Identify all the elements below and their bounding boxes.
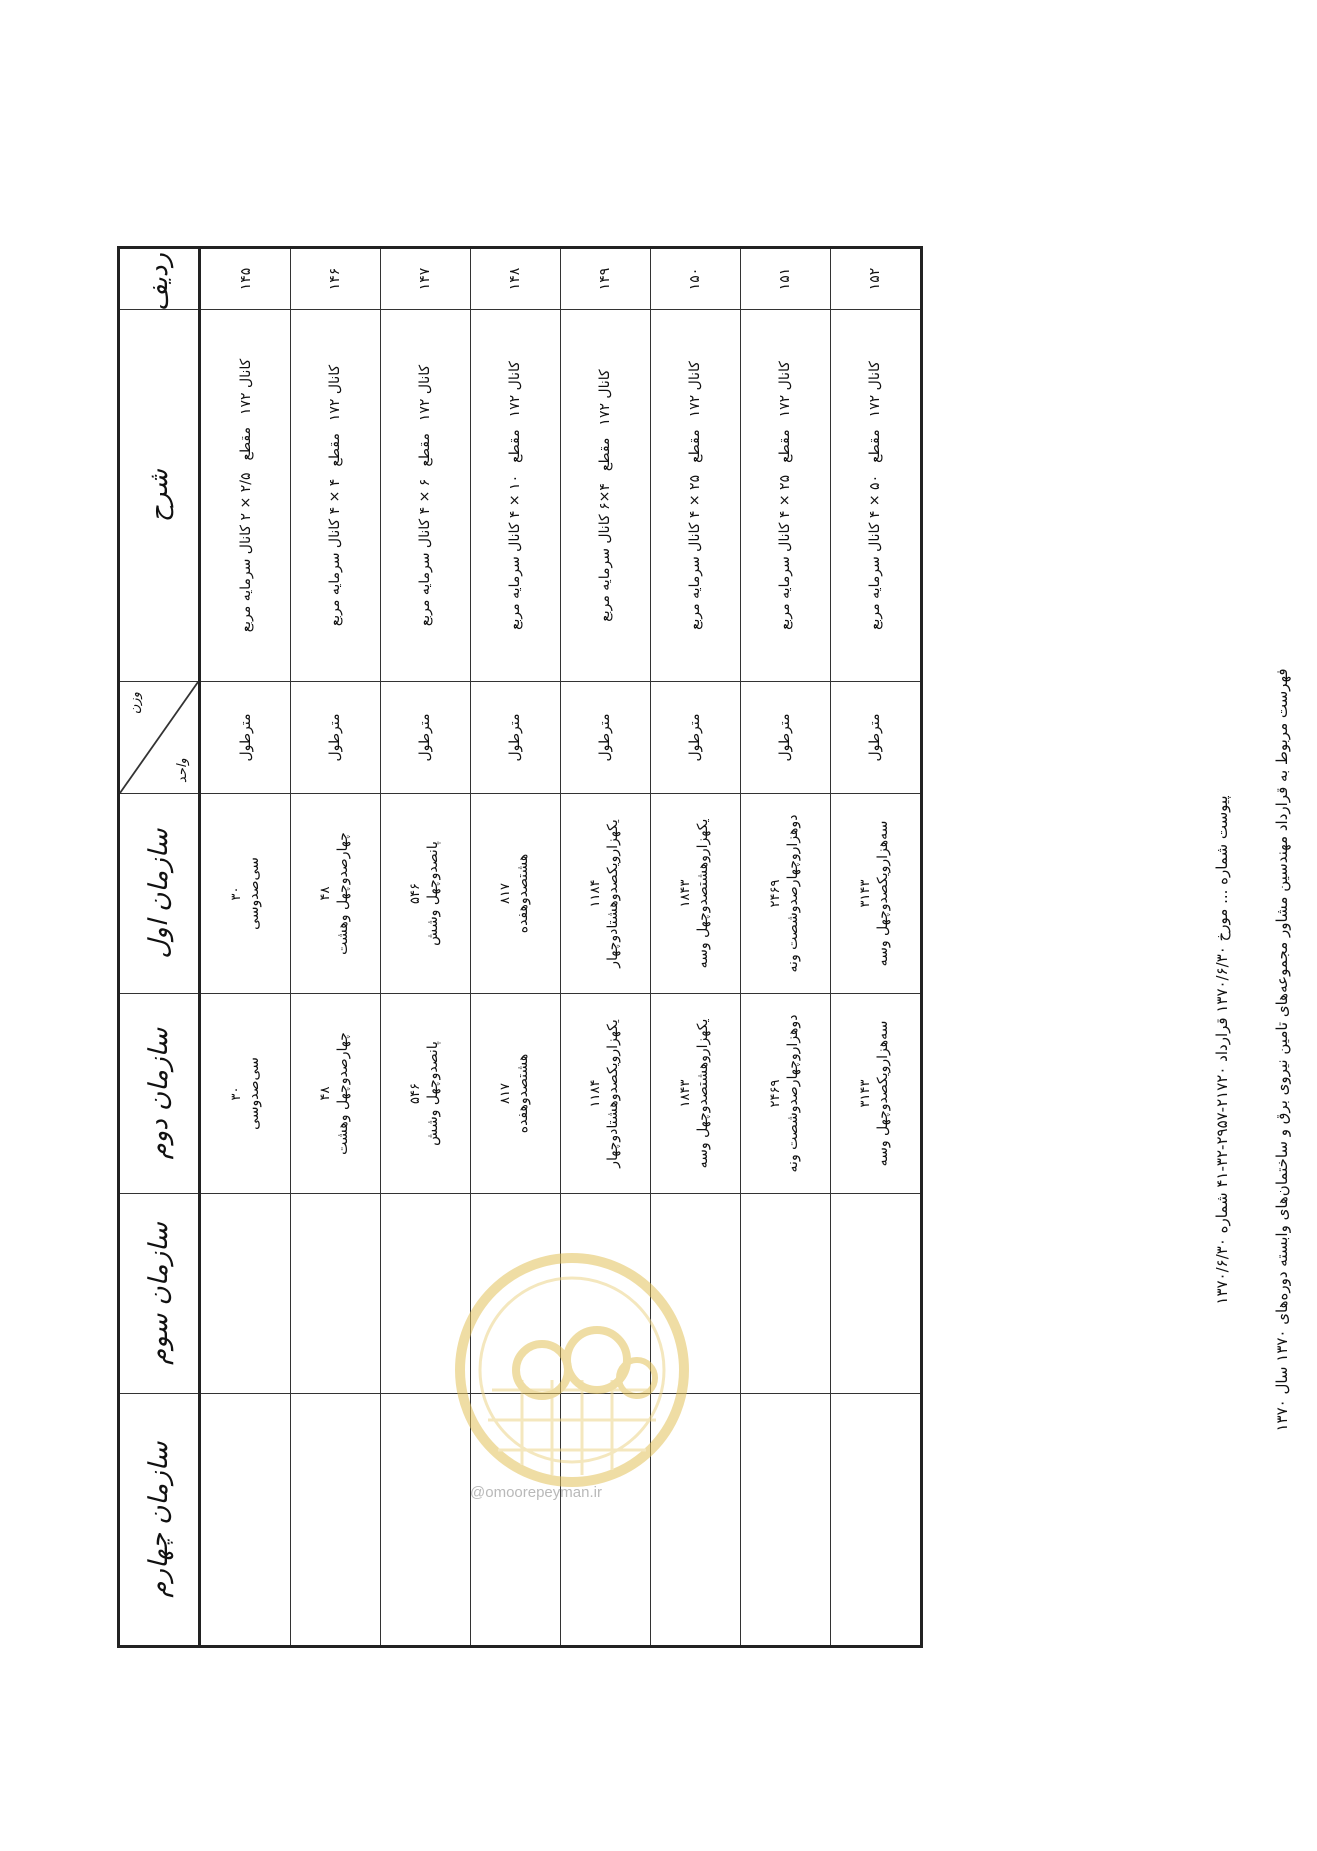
caption-line-1: فهرست مربوط به قرارداد مهندسین مشاور مجموعه‌های تامین نیروی برق و ساختمان‌های وابسته دوره‌های ۱۳۷۰ سال ۱۳۷۰ (1273, 668, 1291, 1432)
stage-1-number: ۸۱۷ (498, 883, 514, 904)
cell-stage-3 (830, 1194, 921, 1394)
desc-section: مقطع (237, 427, 254, 461)
cell-stage-1 (291, 794, 381, 994)
stage-2-text: سه‌هزارویکصدوچهل وسه (875, 1020, 892, 1167)
stage-2-number: ۱۱۸۴ (588, 1079, 604, 1108)
desc-channel: کانال ۱۷۲ (417, 364, 434, 422)
desc-channel: کانال ۱۷۲ (867, 361, 884, 418)
cell-row-number: ۱۴۵ (200, 248, 291, 310)
cell-row-number: ۱۵۱ (740, 248, 830, 310)
cell-row-number: ۱۵۰ (650, 248, 740, 310)
cell-stage-1 (650, 794, 740, 994)
cell-stage-4 (291, 1394, 381, 1647)
cell-unit: مترطول (650, 682, 740, 794)
header-stage-3: سازمان سوم (119, 1194, 200, 1394)
stage-1-text: چهارصدوچهل وهشت (335, 832, 352, 955)
table-header-row (119, 248, 200, 1647)
cell-stage-4 (830, 1394, 921, 1647)
desc-channel: کانال ۱۷۲ (237, 358, 254, 415)
cell-description (470, 310, 560, 682)
desc-section: مقطع (507, 429, 524, 463)
cell-stage-2 (380, 994, 470, 1194)
stage-1-number: ۱۸۴۳ (678, 879, 694, 908)
cell-stage-1 (380, 794, 470, 994)
table-row (740, 248, 830, 1647)
stage-2-number: ۵۴۶ (408, 1083, 424, 1104)
desc-size: ۴×۶ کانال سرمایه مربع (597, 483, 614, 622)
cell-row-number: ۱۴۹ (560, 248, 650, 310)
cell-stage-1 (470, 794, 560, 994)
desc-section: مقطع (417, 433, 434, 467)
rotated-table-sheet (117, 249, 1317, 1851)
cell-stage-4 (740, 1394, 830, 1647)
desc-channel: کانال ۱۷۲ (687, 361, 704, 418)
cell-unit: مترطول (830, 682, 921, 794)
cell-row-number: ۱۴۷ (380, 248, 470, 310)
stage-2-text: پانصدوچهل وشش (425, 1041, 442, 1146)
stage-2-number: ۳۰ (228, 1086, 244, 1101)
header-description: شرح (119, 310, 200, 682)
desc-section: مقطع (687, 429, 704, 463)
cell-stage-3 (740, 1194, 830, 1394)
table-row (200, 248, 291, 1647)
cell-row-number: ۱۴۸ (470, 248, 560, 310)
desc-channel: کانال ۱۷۲ (327, 364, 344, 422)
stage-2-number: ۳۱۴۳ (858, 1079, 874, 1108)
cell-stage-1 (560, 794, 650, 994)
cell-stage-1 (830, 794, 921, 994)
stage-2-text: سی‌صدوسی (245, 1057, 262, 1130)
watermark-site: @omoorepeyman.ir (470, 1484, 602, 1501)
cell-stage-2 (740, 994, 830, 1194)
desc-channel: کانال ۱۷۲ (777, 361, 794, 418)
desc-size: ۶ × ۴ کانال سرمایه مربع (417, 478, 434, 627)
cell-description (200, 310, 291, 682)
cell-description (830, 310, 921, 682)
header-unit-top: وزن (128, 692, 143, 715)
table-row (291, 248, 381, 1647)
stage-1-text: پانصدوچهل وشش (425, 841, 442, 946)
cell-unit: مترطول (291, 682, 381, 794)
cell-stage-2 (650, 994, 740, 1194)
watermark-seal (452, 1250, 692, 1490)
desc-size: ۲۵ × ۴ کانال سرمایه مربع (777, 474, 794, 630)
stage-1-number: ۲۴۶۹ (768, 879, 784, 908)
desc-size: ۵۰ × ۴ کانال سرمایه مربع (867, 474, 884, 630)
cell-stage-2 (291, 994, 381, 1194)
header-stage-1: سازمان اول (119, 794, 200, 994)
stage-2-text: چهارصدوچهل وهشت (335, 1032, 352, 1155)
desc-size: ۲۵ × ۴ کانال سرمایه مربع (687, 474, 704, 630)
cell-description (560, 310, 650, 682)
cell-stage-2 (560, 994, 650, 1194)
stage-2-number: ۴۸ (318, 1086, 334, 1101)
desc-channel: کانال ۱۷۲ (507, 361, 524, 418)
stage-1-text: هشتصدوهفده (515, 853, 532, 934)
stage-1-text: سی‌صدوسی (245, 857, 262, 930)
cell-description (380, 310, 470, 682)
stage-1-number: ۳۰ (228, 886, 244, 901)
desc-section: مقطع (777, 429, 794, 463)
cell-row-number: ۱۵۲ (830, 248, 921, 310)
header-stage-4: سازمان چهارم (119, 1394, 200, 1647)
cell-stage-1 (740, 794, 830, 994)
desc-section: مقطع (597, 437, 614, 472)
cell-stage-3 (291, 1194, 381, 1394)
stage-2-text: دوهزاروچهارصدوشصت ونه (785, 1014, 802, 1173)
cell-stage-2 (200, 994, 291, 1194)
header-row-number: ردیف (119, 248, 200, 310)
cell-unit: مترطول (380, 682, 470, 794)
cell-stage-2 (470, 994, 560, 1194)
stage-2-number: ۱۸۴۳ (678, 1079, 694, 1108)
table-row (830, 248, 921, 1647)
cell-description (740, 310, 830, 682)
desc-size: ۴ × ۴ کانال سرمایه مربع (327, 478, 344, 627)
desc-size: ۲/۵ × ۲ کانال سرمایه مربع (237, 472, 254, 633)
cell-stage-1 (200, 794, 291, 994)
stage-1-number: ۱۱۸۴ (588, 879, 604, 908)
stage-1-text: دوهزاروچهارصدوشصت ونه (785, 814, 802, 973)
stage-1-text: یکهزاروهشتصدوچهل وسه (695, 818, 712, 969)
stage-2-number: ۸۱۷ (498, 1083, 514, 1104)
stage-1-text: یکهزارویکصدوهشتادوچهار (605, 819, 622, 968)
cell-row-number: ۱۴۶ (291, 248, 381, 310)
cell-description (650, 310, 740, 682)
stage-2-number: ۲۴۶۹ (768, 1079, 784, 1108)
cell-stage-4 (200, 1394, 291, 1647)
stage-1-text: سه‌هزارویکصدوچهل وسه (875, 820, 892, 967)
desc-size: ۱۰ × ۴ کانال سرمایه مربع (507, 474, 524, 630)
stage-1-number: ۴۸ (318, 886, 334, 901)
watermark-seal-icon (452, 1250, 692, 1490)
desc-section: مقطع (327, 433, 344, 467)
stage-2-text: یکهزاروهشتصدوچهل وسه (695, 1018, 712, 1169)
cell-stage-2 (830, 994, 921, 1194)
caption-line-2: پیوست شماره ... مورخ ۱۳۷۰/۶/۳۰ قرارداد ۲۱۷۲۰-۲۹۵۷-۳۲-۴۱ شماره ۱۳۷۰/۶/۳۰ (1213, 795, 1231, 1305)
cell-unit: مترطول (200, 682, 291, 794)
cell-unit: مترطول (740, 682, 830, 794)
header-unit-bottom: واحد (175, 758, 190, 783)
cell-description (291, 310, 381, 682)
stage-1-number: ۵۴۶ (408, 883, 424, 904)
header-stage-2: سازمان دوم (119, 994, 200, 1194)
cell-unit: مترطول (470, 682, 560, 794)
cell-unit: مترطول (560, 682, 650, 794)
stage-2-text: یکهزارویکصدوهشتادوچهار (605, 1019, 622, 1168)
header-unit (119, 682, 200, 794)
stage-2-text: هشتصدوهفده (515, 1053, 532, 1134)
desc-channel: کانال ۱۷۲ (597, 369, 614, 426)
desc-section: مقطع (867, 429, 884, 463)
stage-1-number: ۳۱۴۳ (858, 879, 874, 908)
cell-stage-3 (200, 1194, 291, 1394)
